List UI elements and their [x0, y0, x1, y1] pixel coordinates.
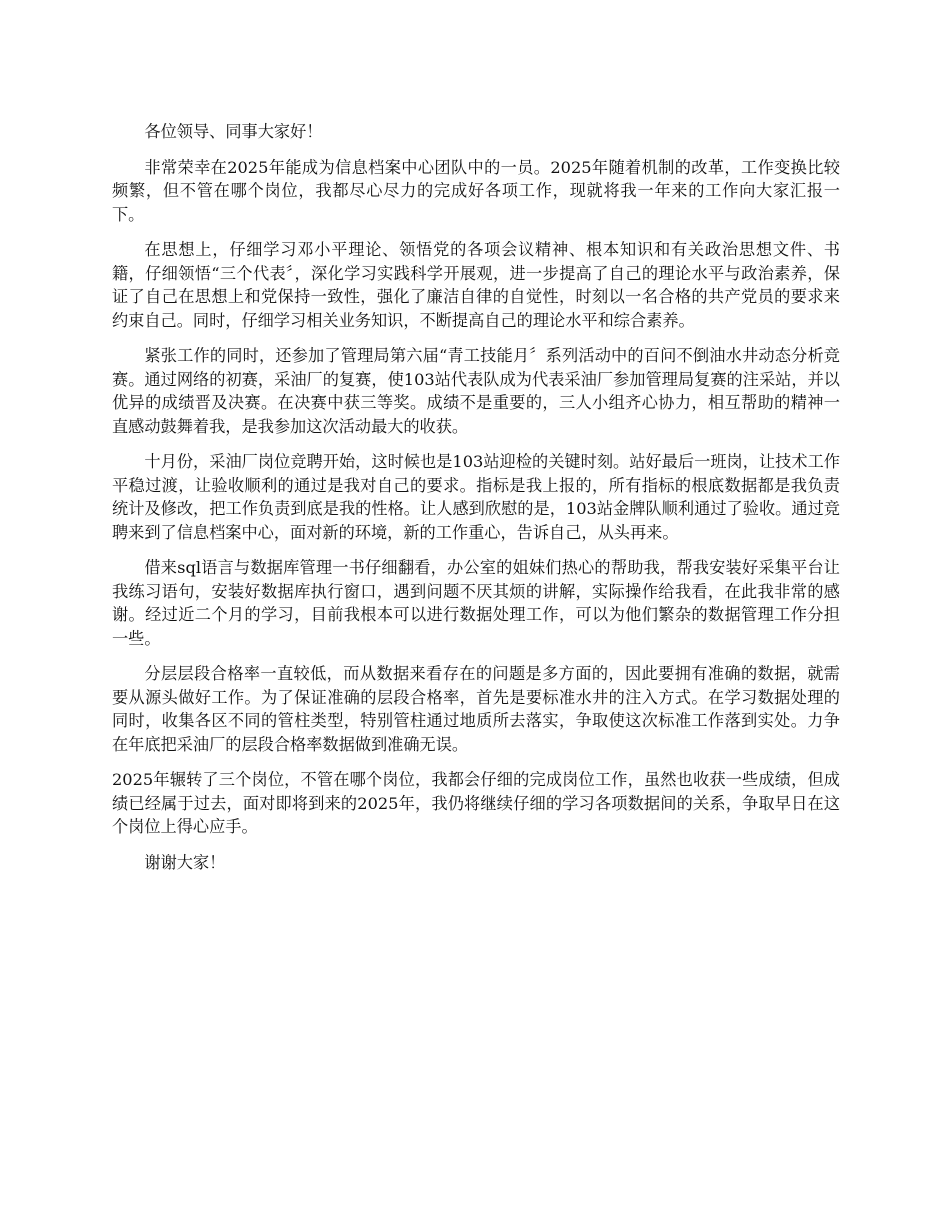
greeting: 各位领导、同事大家好！ — [144, 122, 323, 141]
paragraph-competition: 紧张工作的同时，还参加了管理局第六届“青工技能月〞系列活动中的百问不倒油水井动态分析竞赛。通过网络的初赛，采油厂的复赛，使103站代表队成为代表采油厂参加管理局复赛的注采站，并以优异的成绩晋及决赛。在决赛中获三等奖。成绩不是重要的，三人小组齐心协力，相互帮助的精神一直感动鼓舞着我，是我参加这次活动最大的收获。 — [112, 346, 840, 436]
paragraph-ideology: 在思想上，仔细学习邓小平理论、领悟党的各项会议精神、根本知识和有关政治思想文件、书籍，仔细领悟“三个代表〞，深化学习实践科学开展观，进一步提高了自己的理论水平与政治素养，保证了自己在思想上和党保持一致性，强化了廉洁自律的自觉性，时刻以一名合格的共产党员的要求来约束自己。同时，仔细学习相关业务知识，不断提高自己的理论水平和综合素养。 — [112, 240, 840, 330]
paragraph-sql-learning: 借来sql语言与数据库管理一书仔细翻看，办公室的姐妹们热心的帮助我，帮我安装好采集平台让我练习语句，安装好数据库执行窗口，遇到问题不厌其烦的讲解，实际操作给我看，在此我非常的感谢。经过近二个月的学习，目前我根本可以进行数据处理工作，可以为他们繁杂的数据管理工作分担一些。 — [112, 558, 840, 648]
paragraph-october: 十月份，采油厂岗位竞聘开始，这时候也是103站迎检的关键时刻。站好最后一班岗，让技术工作平稳过渡，让验收顺利的通过是我对自己的要求。指标是我上报的，所有指标的根底数据都是我负责统计及修改，把工作负责到底是我的性格。让人感到欣慰的是，103站金牌队顺利通过了验收。通过竞聘来到了信息档案中心，面对新的环境，新的工作重心，告诉自己，从头再来。 — [112, 452, 840, 542]
paragraph-intro: 非常荣幸在2025年能成为信息档案中心团队中的一员。2025年随着机制的改革，工作变换比较频繁，但不管在哪个岗位，我都尽心尽力的完成好各项工作，现就将我一年来的工作向大家汇报一下。 — [112, 157, 840, 224]
document-page — [112, 120, 840, 886]
paragraph-summary: 2025年辗转了三个岗位，不管在哪个岗位，我都会仔细的完成岗位工作，虽然也收获一些成绩，但成绩已经属于过去，面对即将到来的2025年，我仍将继续仔细的学习各项数据间的关系，争取早日在这个岗位上得心应手。 — [112, 770, 840, 836]
closing: 谢谢大家！ — [144, 852, 226, 872]
paragraph-qualification-rate: 分层层段合格率一直较低，而从数据来看存在的问题是多方面的，因此要拥有准确的数据，就需要从源头做好工作。为了保证准确的层段合格率，首先是要标准水井的注入方式。在学习数据处理的同时，收集各区不同的管柱类型，特别管柱通过地质所去落实，争取使这次标准工作落到实处。力争在年底把采油厂的层段合格率数据做到准确无误。 — [112, 664, 840, 754]
